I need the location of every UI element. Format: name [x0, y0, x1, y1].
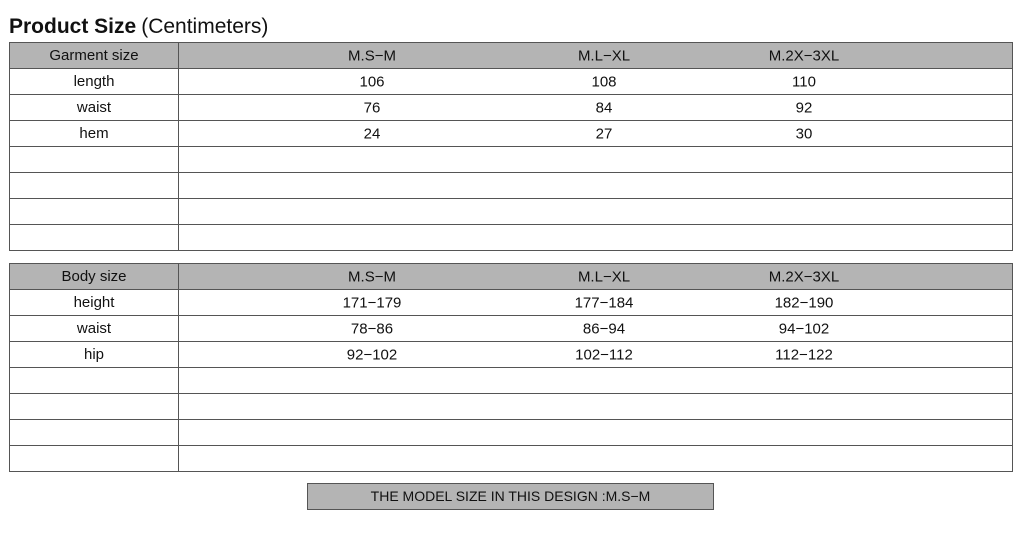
cell-value: 182−190	[774, 294, 834, 311]
cell-value: 171−179	[342, 294, 402, 311]
empty-cell	[10, 394, 179, 420]
row-label: height	[10, 290, 179, 316]
cell-value: 108	[591, 73, 617, 90]
empty-cell	[179, 147, 1013, 173]
table-header-row	[10, 43, 1013, 69]
row-values	[179, 316, 1013, 342]
page-title	[9, 14, 268, 40]
table-row	[10, 342, 1013, 368]
empty-cell	[179, 368, 1013, 394]
header-size-m2x-3xl: M.2X−3XL	[768, 268, 840, 285]
row-label: length	[10, 69, 179, 95]
cell-value: 110	[792, 73, 816, 90]
empty-row	[10, 368, 1013, 394]
empty-cell	[179, 420, 1013, 446]
empty-cell	[10, 147, 179, 173]
table-header-row	[10, 264, 1013, 290]
table-row	[10, 316, 1013, 342]
row-label: hem	[10, 121, 179, 147]
title-unit: (Centimeters)	[141, 15, 269, 38]
header-size-ml-xl: M.L−XL	[577, 47, 631, 64]
cell-value: 92	[795, 99, 813, 116]
title-main: Product Size	[9, 15, 137, 38]
row-values	[179, 342, 1013, 368]
cell-value: 76	[363, 99, 381, 116]
cell-value: 177−184	[574, 294, 634, 311]
table-row	[10, 121, 1013, 147]
table-row	[10, 69, 1013, 95]
empty-cell	[179, 446, 1013, 472]
cell-value: 92−102	[346, 346, 398, 363]
empty-cell	[179, 199, 1013, 225]
cell-value: 24	[363, 125, 381, 142]
row-values	[179, 121, 1013, 147]
header-size-ms-m: M.S−M	[348, 47, 396, 64]
table-row	[10, 290, 1013, 316]
empty-cell	[10, 199, 179, 225]
cell-value: 78−86	[350, 320, 394, 337]
header-label: Body size	[10, 264, 179, 290]
cell-value: 84	[595, 99, 613, 116]
empty-row	[10, 147, 1013, 173]
row-label: waist	[10, 95, 179, 121]
header-size-m2x-3xl: M.2X−3XL	[768, 47, 840, 64]
empty-row	[10, 394, 1013, 420]
empty-row	[10, 225, 1013, 251]
cell-value: 86−94	[582, 320, 626, 337]
empty-row	[10, 199, 1013, 225]
header-sizes	[179, 264, 1013, 290]
cell-value: 30	[795, 125, 813, 142]
empty-cell	[179, 173, 1013, 199]
empty-cell	[10, 446, 179, 472]
cell-value: 27	[595, 125, 613, 142]
header-label: Garment size	[10, 43, 179, 69]
cell-value: 112−122	[775, 346, 833, 363]
row-values	[179, 95, 1013, 121]
row-label: hip	[10, 342, 179, 368]
empty-cell	[10, 225, 179, 251]
garment-size-table	[9, 42, 1013, 251]
header-size-ml-xl: M.L−XL	[577, 268, 631, 285]
row-values	[179, 290, 1013, 316]
header-size-ms-m: M.S−M	[348, 268, 396, 285]
cell-value: 106	[359, 73, 385, 90]
cell-value: 94−102	[778, 320, 830, 337]
empty-row	[10, 173, 1013, 199]
row-label: waist	[10, 316, 179, 342]
header-sizes	[179, 43, 1013, 69]
body-size-table	[9, 263, 1013, 472]
empty-cell	[10, 368, 179, 394]
empty-cell	[10, 420, 179, 446]
empty-row	[10, 420, 1013, 446]
row-values	[179, 69, 1013, 95]
empty-row	[10, 446, 1013, 472]
model-size-note: THE MODEL SIZE IN THIS DESIGN :M.S−M	[307, 483, 714, 510]
table-row	[10, 95, 1013, 121]
empty-cell	[179, 394, 1013, 420]
cell-value: 102−112	[575, 346, 633, 363]
empty-cell	[179, 225, 1013, 251]
empty-cell	[10, 173, 179, 199]
